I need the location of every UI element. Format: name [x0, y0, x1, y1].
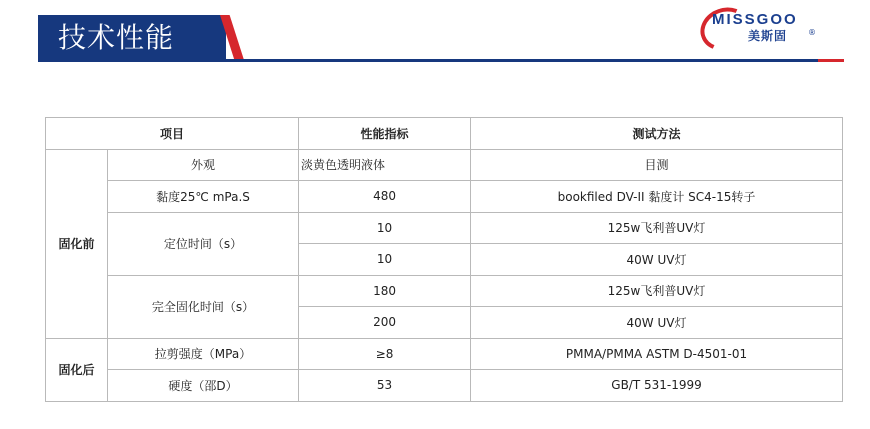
group-after-cure: 固化后 — [46, 338, 108, 401]
group-before-cure: 固化前 — [46, 149, 108, 338]
table-row — [46, 181, 843, 213]
row-label: 外观 — [108, 149, 299, 181]
row-label: 拉剪强度（MPa） — [108, 338, 299, 370]
row-method: 40W UV灯 — [471, 307, 843, 339]
table-row — [46, 338, 843, 370]
row-method: 40W UV灯 — [471, 244, 843, 276]
row-method: GB/T 531-1999 — [471, 370, 843, 402]
row-label: 硬度（邵D） — [108, 370, 299, 402]
row-value: 淡黄色透明液体 — [299, 149, 471, 181]
performance-table — [45, 117, 843, 402]
page-title: 技术性能 — [58, 21, 175, 54]
row-value: 200 — [299, 307, 471, 339]
row-value: 180 — [299, 275, 471, 307]
header-underline — [38, 59, 821, 62]
row-value: ≥8 — [299, 338, 471, 370]
row-value: 10 — [299, 212, 471, 244]
header-spec: 性能指标 — [299, 118, 471, 150]
row-method: 125w飞利普UV灯 — [471, 275, 843, 307]
row-method: 125w飞利普UV灯 — [471, 212, 843, 244]
row-value: 10 — [299, 244, 471, 276]
row-label: 完全固化时间（s） — [108, 275, 299, 338]
row-method: bookfiled DV-II 黏度计 SC4-15转子 — [471, 181, 843, 213]
logo-swoosh-icon — [694, 1, 755, 58]
brand-logo — [700, 6, 850, 46]
row-value: 53 — [299, 370, 471, 402]
header-method: 测试方法 — [471, 118, 843, 150]
row-value: 480 — [299, 181, 471, 213]
row-method: PMMA/PMMA ASTM D-4501-01 — [471, 338, 843, 370]
table-row — [46, 149, 843, 181]
table-row — [46, 370, 843, 402]
table-row — [46, 212, 843, 244]
header-underline-accent — [818, 59, 844, 62]
row-label: 定位时间（s） — [108, 212, 299, 275]
header-item: 项目 — [46, 118, 299, 150]
row-method: 目测 — [471, 149, 843, 181]
logo-name-cn: 美斯固 — [748, 29, 788, 43]
registered-mark: ® — [808, 28, 816, 37]
logo-name-en: MISSGOO — [712, 11, 798, 28]
table-row — [46, 275, 843, 307]
table-header-row — [46, 118, 843, 150]
row-label: 黏度25℃ mPa.S — [108, 181, 299, 213]
